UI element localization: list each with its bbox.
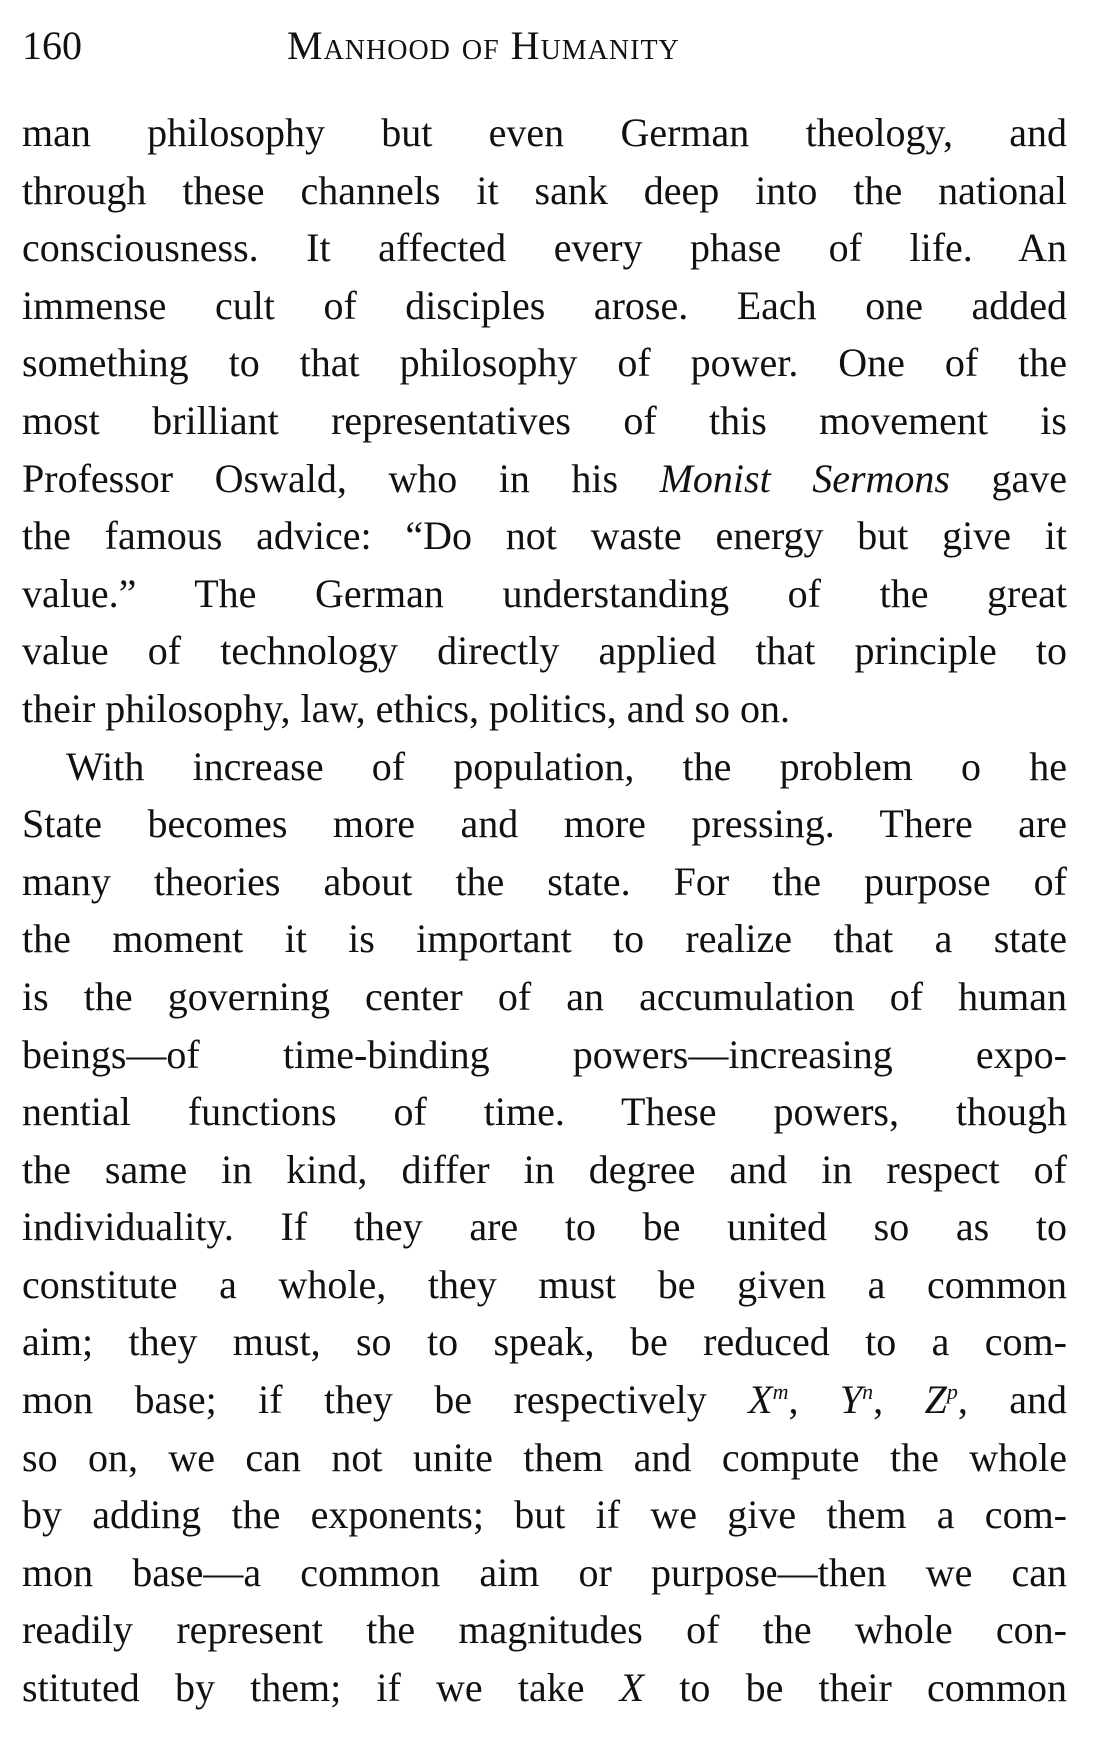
book-reference: Monist Sermons (659, 455, 950, 501)
text-line: individuality. If they are to be united so as to (22, 1204, 1067, 1250)
text-line: mon base—a common aim or purpose—then we can (22, 1549, 1067, 1595)
text-line: constitute a whole, they must be given a common (22, 1261, 1067, 1307)
math-variable-z: Z (924, 1377, 947, 1423)
text-line: aim; they must, so to speak, be reduced to a com- (22, 1319, 1067, 1365)
math-variable-y: Y (839, 1377, 863, 1423)
text-fragment: , and (957, 1377, 1067, 1423)
math-variable-x: X (748, 1377, 773, 1423)
text-line-with-math (22, 1371, 1067, 1429)
text-line: With increase of population, the problem o he (66, 743, 1067, 789)
text-fragment: mon base; if they be respectively (22, 1377, 707, 1423)
text-line: value.” The German understanding of the great (22, 570, 1067, 616)
text-fragment: to be their common (679, 1665, 1067, 1711)
paragraph-1 (22, 104, 1067, 738)
text-line: is the governing center of an accumulation of human (22, 973, 1067, 1019)
running-head (22, 18, 1067, 78)
text-line: by adding the exponents; but if we give them a com- (22, 1492, 1067, 1538)
book-title: Manhood of Humanity (287, 23, 680, 68)
text-line-with-title (22, 450, 1067, 508)
text-line: readily represent the magnitudes of the whole con- (22, 1607, 1067, 1653)
body-text (22, 104, 1067, 1717)
text-line: most brilliant representatives of this movement is (22, 397, 1067, 443)
text-line: value of technology directly applied that principle to (22, 628, 1067, 674)
text-line: nential functions of time. These powers, though (22, 1089, 1067, 1135)
text-fragment: stituted by them; if we take (22, 1665, 585, 1711)
text-line: State becomes more and more pressing. There are (22, 801, 1067, 847)
text-line: their philosophy, law, ethics, politics, and so on. (22, 685, 791, 731)
text-line: the famous advice: “Do not waste energy but give it (22, 513, 1067, 559)
math-exponent-n: n (862, 1379, 874, 1405)
text-fragment: gave (991, 455, 1067, 501)
text-line: something to that philosophy of power. One of the (22, 340, 1067, 386)
math-variable-x: X (619, 1665, 645, 1711)
text-line: the moment it is important to realize that a state (22, 916, 1067, 962)
text-line: the same in kind, differ in degree and in respect of (22, 1146, 1067, 1192)
text-line-with-variable (22, 1659, 1067, 1717)
text-line: man philosophy but even German theology, and (22, 110, 1067, 155)
separator: , (788, 1377, 799, 1423)
math-exponent-p: p (946, 1379, 958, 1405)
math-exponent-m: m (772, 1379, 789, 1405)
text-fragment: Professor Oswald, who in his (22, 455, 619, 501)
page-number: 160 (22, 23, 82, 68)
text-line: consciousness. It affected every phase of life. An (22, 225, 1067, 271)
text-line: so on, we can not unite them and compute the whole (22, 1434, 1067, 1480)
text-line: beings—of time-binding powers—increasing expo- (22, 1031, 1067, 1077)
text-line: many theories about the state. For the purpose of (22, 858, 1067, 904)
separator: , (873, 1377, 884, 1423)
text-line: immense cult of disciples arose. Each one added (22, 282, 1067, 328)
text-line: through these channels it sank deep into the national (22, 167, 1067, 213)
paragraph-2 (22, 738, 1067, 1717)
